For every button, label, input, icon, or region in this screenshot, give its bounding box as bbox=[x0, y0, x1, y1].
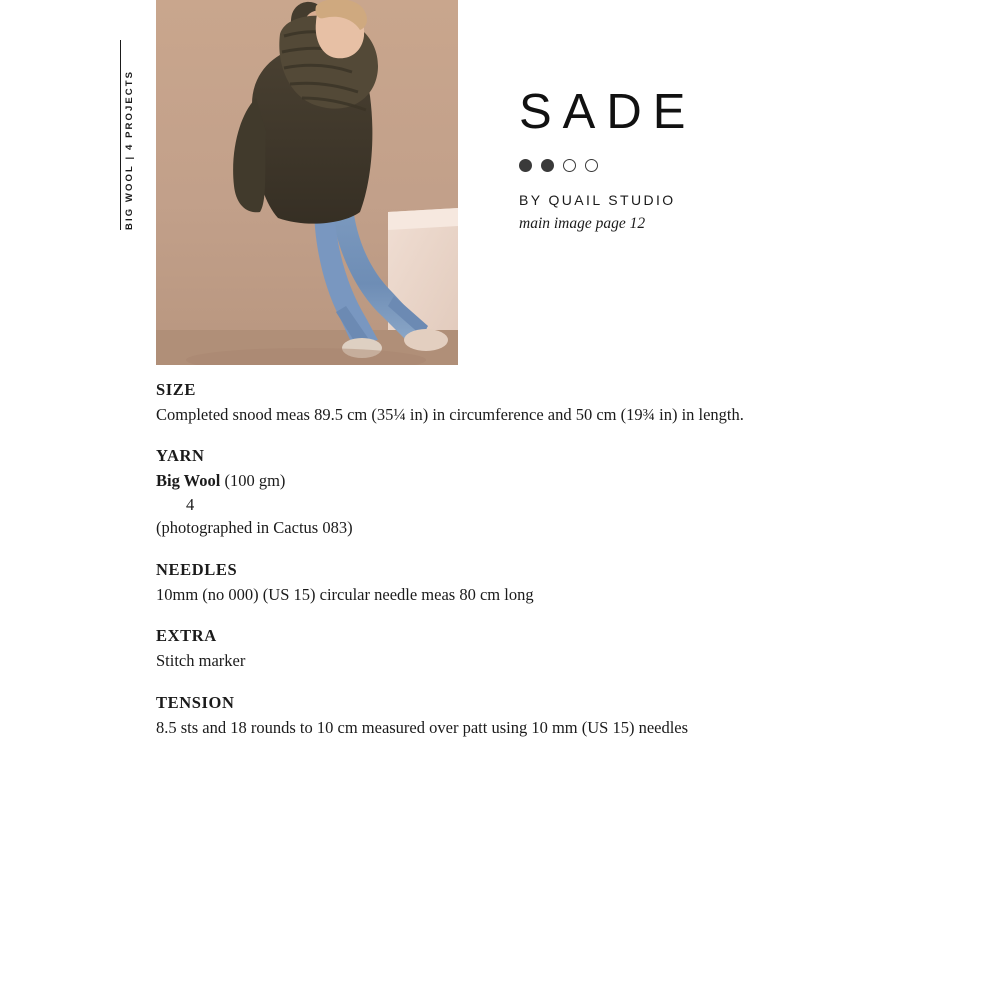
photo-illustration bbox=[156, 0, 458, 365]
pattern-details bbox=[156, 380, 956, 739]
section-heading-extra: EXTRA bbox=[156, 626, 217, 646]
yarn-name: Big Wool bbox=[156, 471, 221, 491]
pattern-title-block bbox=[519, 85, 939, 233]
difficulty-dot-4 bbox=[585, 159, 598, 172]
section-heading-size: SIZE bbox=[156, 380, 197, 399]
section-heading-needles: NEEDLES bbox=[156, 559, 238, 579]
yarn-line bbox=[156, 469, 956, 492]
difficulty-dot-2 bbox=[541, 159, 554, 172]
yarn-weight: (100 gm) bbox=[224, 471, 286, 491]
side-label-text: BIG WOOL | 4 PROJECTS bbox=[124, 69, 135, 230]
section-tension bbox=[156, 693, 956, 739]
yarn-ball-count: 4 bbox=[186, 494, 195, 514]
difficulty-dot-3 bbox=[563, 159, 576, 172]
extra-description: Stitch marker bbox=[156, 651, 246, 671]
needles-description: 10mm (no 000) (US 15) circular needle meas 80 cm long bbox=[156, 584, 534, 604]
tension-description: 8.5 sts and 18 rounds to 10 cm measured over patt using 10 mm (US 15) needles bbox=[156, 717, 689, 737]
page-title: SADE bbox=[519, 85, 697, 139]
section-yarn bbox=[156, 446, 956, 539]
difficulty-rating bbox=[519, 159, 939, 172]
byline: BY QUAIL STUDIO bbox=[519, 192, 676, 208]
model-photo bbox=[156, 0, 458, 365]
section-extra bbox=[156, 626, 956, 672]
section-heading-yarn: YARN bbox=[156, 446, 205, 466]
section-heading-tension: TENSION bbox=[156, 692, 235, 712]
yarn-shade-note: (photographed in Cactus 083) bbox=[156, 518, 353, 538]
side-label-rule bbox=[120, 40, 121, 230]
section-size bbox=[156, 380, 956, 426]
difficulty-dot-1 bbox=[519, 159, 532, 172]
section-needles bbox=[156, 560, 956, 606]
size-description: Completed snood meas 89.5 cm (35¼ in) in circumference and 50 cm (19¾ in) in length. bbox=[156, 405, 744, 424]
main-image-reference: main image page 12 bbox=[519, 215, 646, 232]
vertical-collection-label bbox=[108, 40, 148, 260]
